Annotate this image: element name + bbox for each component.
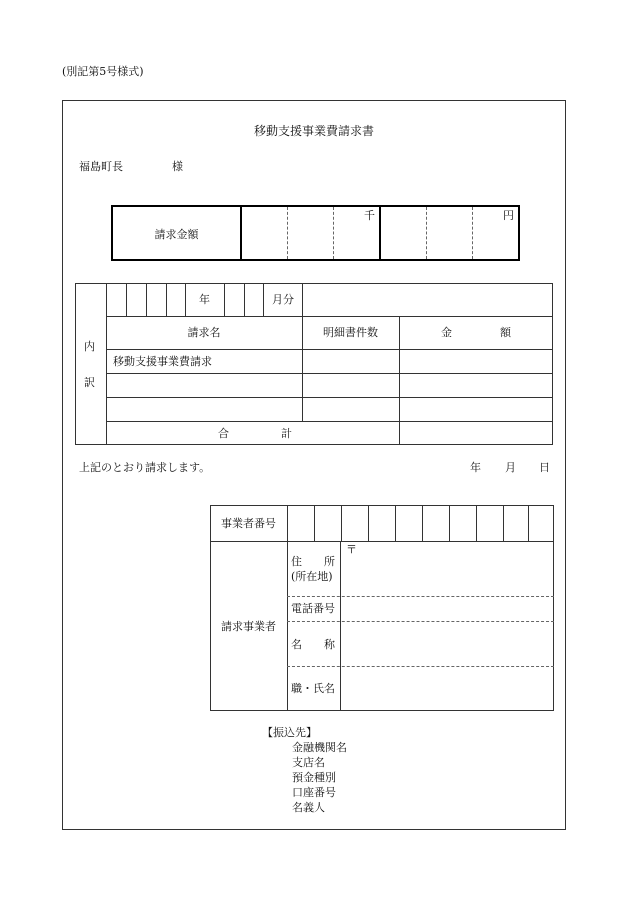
total-label-2: 計: [281, 427, 292, 440]
amount-label: 請求金額: [154, 228, 199, 241]
amount-divider: [379, 205, 381, 261]
total-label-1: 合: [218, 427, 229, 440]
bank-item: 名義人: [292, 801, 325, 814]
date-month: 月: [505, 461, 516, 474]
table-line: [287, 505, 288, 711]
period-year: 年: [199, 293, 210, 306]
period-cell-line: [263, 283, 264, 316]
bank-item: 金融機関名: [292, 741, 347, 754]
table-line: [106, 316, 553, 317]
digit-divider: [333, 207, 334, 259]
unit-thousand: 千: [364, 209, 375, 222]
period-cell-line: [126, 283, 127, 316]
bank-item: 口座番号: [292, 786, 336, 799]
row-divider: [287, 666, 554, 667]
address-sublabel: (所在地): [291, 570, 333, 583]
provider-group-label: 請求事業者: [221, 620, 276, 633]
bank-item: 預金種別: [292, 771, 336, 784]
number-cell-line: [503, 505, 504, 541]
phone-label: 電話番号: [291, 602, 335, 615]
side-label-top: 内: [84, 340, 95, 353]
date-day: 日: [539, 461, 550, 474]
number-cell-line: [368, 505, 369, 541]
table-line: [399, 316, 400, 445]
number-cell-line: [528, 505, 529, 541]
provider-number-label: 事業者番号: [221, 517, 276, 530]
representative-label: 職・氏名: [291, 682, 335, 695]
table-line: [106, 397, 553, 398]
period-cell-line: [302, 283, 303, 316]
recipient-honorific: 様: [172, 160, 183, 173]
date-year: 年: [470, 461, 481, 474]
table-line: [106, 373, 553, 374]
form-reference: (別記第5号様式): [62, 65, 144, 78]
table-line: [106, 349, 553, 350]
table-line: [106, 421, 553, 422]
detail-row-name: 移動支援事業費請求: [113, 355, 212, 368]
recipient-name: 福島町長: [79, 160, 123, 173]
header-request-name: 請求名: [187, 326, 221, 339]
digit-divider: [472, 207, 473, 259]
number-cell-line: [314, 505, 315, 541]
row-divider: [287, 596, 554, 597]
period-cell-line: [166, 283, 167, 316]
period-month: 月分: [272, 293, 294, 306]
table-line: [210, 541, 554, 542]
side-label-bottom: 訳: [84, 376, 95, 389]
period-cell-line: [224, 283, 225, 316]
digit-divider: [426, 207, 427, 259]
digit-divider: [287, 207, 288, 259]
form-title: 移動支援事業費請求書: [253, 124, 374, 138]
number-cell-line: [341, 505, 342, 541]
period-cell-line: [185, 283, 186, 316]
period-cell-line: [244, 283, 245, 316]
number-cell-line: [449, 505, 450, 541]
bank-heading: 【振込先】: [262, 726, 317, 739]
number-cell-line: [476, 505, 477, 541]
table-line: [340, 541, 341, 711]
header-statement-count: 明細書件数: [323, 326, 378, 339]
unit-yen: 円: [503, 209, 514, 222]
header-amount-2: 額: [500, 326, 511, 339]
amount-divider: [240, 205, 242, 261]
bank-item: 支店名: [292, 756, 325, 769]
period-cell-line: [146, 283, 147, 316]
number-cell-line: [422, 505, 423, 541]
number-cell-line: [395, 505, 396, 541]
header-amount-1: 金: [441, 326, 452, 339]
statement-text: 上記のとおり請求します。: [79, 461, 211, 474]
address-label: 住 所: [291, 555, 335, 568]
postal-mark: 〒: [346, 543, 357, 556]
name-label: 名 称: [291, 638, 335, 651]
row-divider: [287, 621, 554, 622]
